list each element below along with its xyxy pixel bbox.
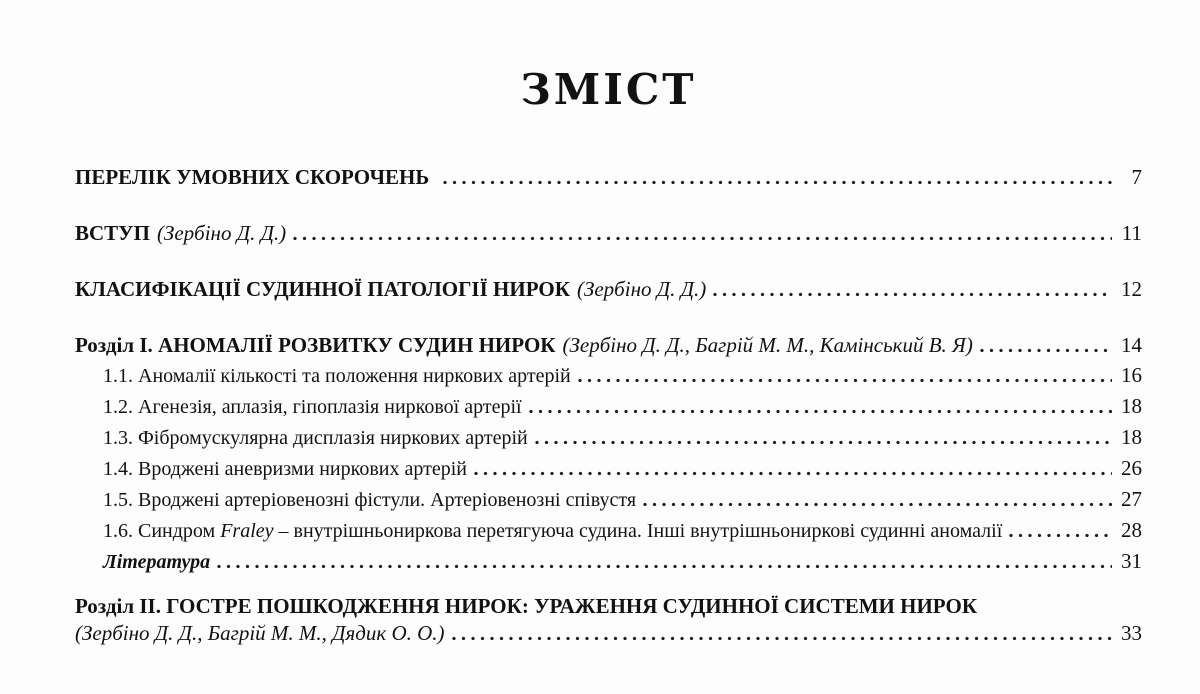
- entry-label: КЛАСИФІКАЦІЇ СУДИННОЇ ПАТОЛОГІЇ НИРОК: [75, 277, 570, 301]
- toc-entry-chapter1: [75, 332, 1142, 358]
- toc-entry-section1-2: [75, 393, 1142, 420]
- entry-label: ПЕРЕЛІК УМОВНИХ СКОРОЧЕНЬ: [75, 165, 430, 189]
- page-number: 28: [1121, 518, 1142, 542]
- page-number: 7: [1131, 165, 1142, 189]
- page-number: 16: [1121, 363, 1142, 387]
- page-number: 31: [1121, 549, 1142, 573]
- dot-leader: [293, 235, 1112, 240]
- entry-label: 1.2. Агенезія, аплазія, гіпоплазія ниркової артерії: [103, 396, 522, 418]
- toc-entry-section1-6: [75, 517, 1142, 544]
- page-number: 11: [1121, 221, 1142, 245]
- toc-entry-section1-5: [75, 486, 1142, 513]
- page-title: ЗМІСТ: [520, 65, 697, 114]
- dot-leader: [713, 291, 1112, 296]
- page-number: 14: [1121, 333, 1142, 357]
- entry-label: 1.3. Фібромускулярна дисплазія ниркових артерій: [103, 427, 528, 449]
- toc-entry-section1-3: [75, 424, 1142, 451]
- entry-label: 1.1. Аномалії кількості та положення ниркових артерій: [103, 365, 571, 387]
- entry-label: 1.4. Вроджені аневризми ниркових артерій: [103, 458, 467, 480]
- entry-label: Розділ I. АНОМАЛІЇ РОЗВИТКУ СУДИН НИРОК: [75, 333, 556, 357]
- dot-leader: [529, 408, 1112, 413]
- dot-leader: [980, 347, 1112, 352]
- page-number: 12: [1121, 277, 1142, 301]
- dot-leader: [535, 439, 1112, 444]
- dot-leader: [578, 377, 1112, 382]
- dot-leader: [452, 635, 1112, 640]
- dot-leader: [643, 501, 1112, 506]
- toc-entry-intro: [75, 220, 1142, 246]
- entry-label: ВСТУП: [75, 221, 150, 245]
- page-number: 33: [1121, 621, 1142, 645]
- dot-leader: [1009, 532, 1112, 537]
- entry-label-pre: 1.6. Синдром: [103, 520, 216, 542]
- toc-entries: [75, 164, 1142, 646]
- entry-authors: (Зербіно Д. Д.): [156, 221, 287, 245]
- dot-leader: [217, 563, 1112, 568]
- toc-entry-section1-1: [75, 362, 1142, 389]
- toc-entry-literature1: [75, 548, 1142, 575]
- page-number: 26: [1121, 456, 1142, 480]
- toc-entry-abbreviations: [75, 164, 1142, 190]
- entry-label: Література: [103, 551, 211, 573]
- entry-authors: (Зербіно Д. Д., Багрій М. М., Камінський В. Я): [562, 333, 973, 357]
- page-number: 18: [1121, 394, 1142, 418]
- entry-term: Fraley: [220, 520, 274, 542]
- page-number: 27: [1121, 487, 1142, 511]
- toc-entry-section1-4: [75, 455, 1142, 482]
- dot-leader: [474, 470, 1112, 475]
- entry-label: Розділ II. ГОСТРЕ ПОШКОДЖЕННЯ НИРОК: УРАЖЕННЯ СУДИННОЇ СИСТЕМИ НИРОК: [75, 594, 978, 618]
- toc-page: [0, 64, 1200, 694]
- entry-authors: (Зербіно Д. Д., Багрій М. М., Дядик О. О.): [75, 621, 445, 645]
- toc-entry-chapter2-authors: [75, 620, 1142, 646]
- toc-entry-chapter2-title: [75, 593, 1142, 619]
- page-number: 18: [1121, 425, 1142, 449]
- dot-leader: [443, 179, 1112, 184]
- toc-entry-classifications: [75, 276, 1142, 302]
- entry-label-post: – внутрішньониркова перетягуюча судина. Інші внутрішньониркові судинні аномалії: [278, 520, 1003, 542]
- entry-label: 1.5. Вроджені артеріовенозні фістули. Артеріовенозні співустя: [103, 489, 637, 511]
- entry-authors: (Зербіно Д. Д.): [576, 277, 707, 301]
